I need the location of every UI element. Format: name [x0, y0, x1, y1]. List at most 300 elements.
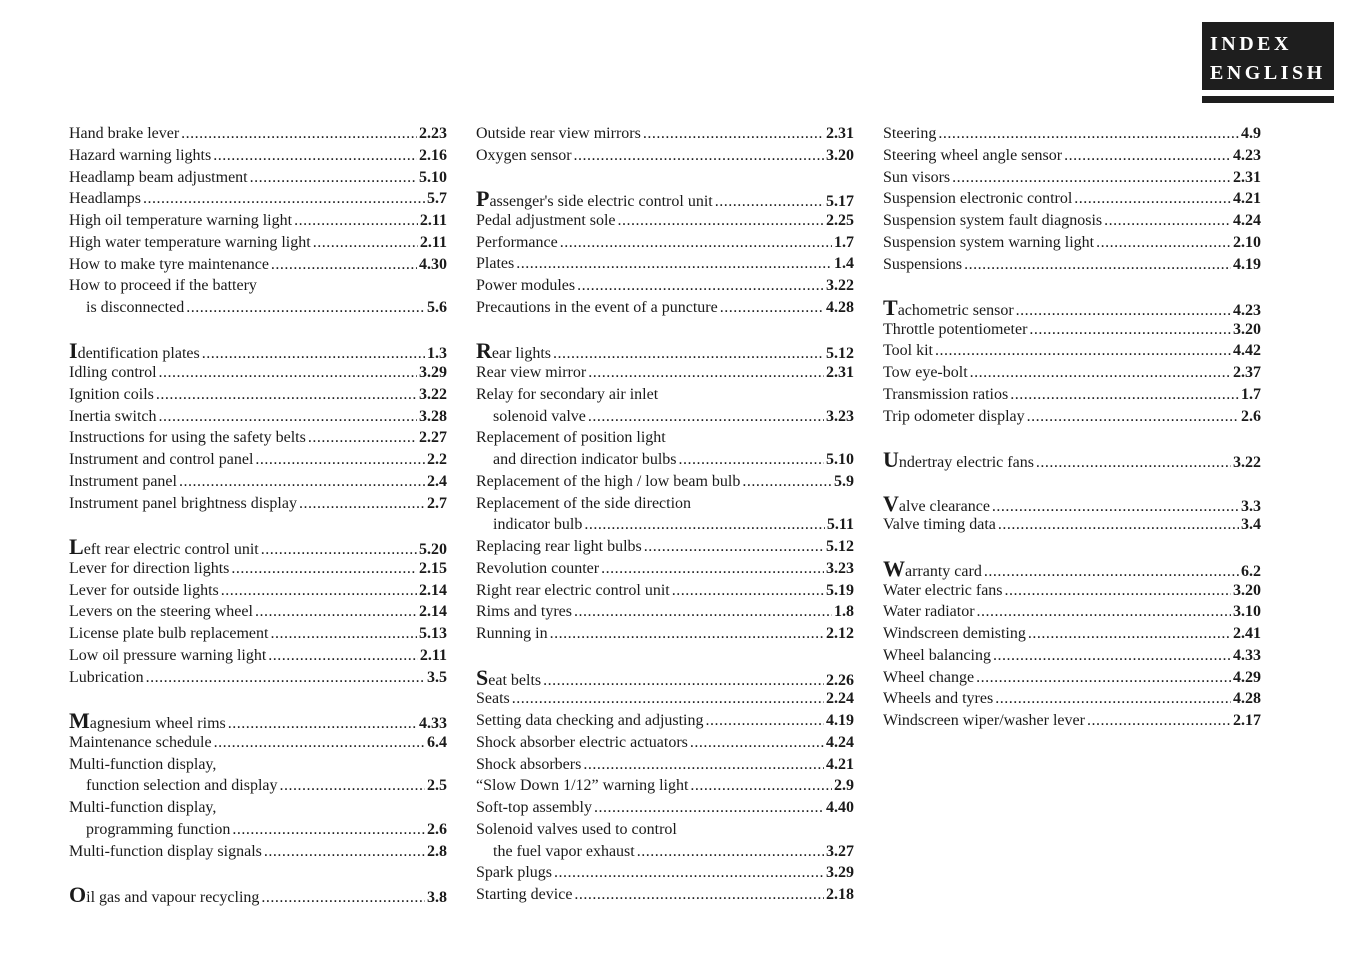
entry-row	[476, 710, 854, 732]
page-number: 5.6	[427, 299, 447, 316]
index-column-2	[476, 123, 854, 928]
dot-leader	[998, 514, 1239, 536]
dot-leader	[179, 471, 425, 493]
index-letter-group	[883, 449, 1261, 471]
page-number: 2.24	[826, 690, 854, 708]
index-entry	[69, 558, 447, 580]
entry-row	[69, 580, 447, 602]
entry-row	[69, 340, 447, 362]
tab-language: ENGLISH	[1210, 62, 1326, 84]
entry-row	[69, 427, 447, 449]
dot-leader	[1010, 384, 1239, 406]
dot-leader	[232, 819, 425, 841]
entry-text: Valve timing data	[883, 516, 996, 534]
index-entry	[476, 536, 854, 558]
index-entry	[69, 536, 447, 558]
entry-continuation-text: and direction indicator bulbs	[493, 451, 677, 469]
page-number: 2.14	[419, 581, 447, 599]
index-entry	[883, 645, 1261, 667]
page-number: 4.33	[1233, 646, 1261, 664]
index-entry	[883, 145, 1261, 167]
entry-row	[883, 490, 1261, 516]
entry-row	[883, 555, 1261, 581]
entry-text-rest: alve clearance	[898, 497, 990, 515]
index-letter-group	[69, 340, 447, 514]
entry-text: Ignition coils	[69, 385, 154, 403]
entry-text: Instrument and control panel	[69, 451, 254, 469]
entry-row	[476, 123, 854, 145]
page-number: 2.6	[1241, 407, 1261, 425]
entry-text: Rims and tyres	[476, 603, 572, 621]
entry-row	[883, 294, 1261, 320]
entry-text-rest: eat belts	[488, 671, 542, 689]
entry-row	[476, 471, 854, 493]
entry-row	[883, 232, 1261, 254]
entry-continuation-row	[476, 449, 854, 471]
page-number: 3.20	[1233, 581, 1261, 599]
index-entry	[69, 449, 447, 471]
entry-row	[883, 667, 1261, 689]
entry-text: Multi-function display,	[69, 799, 217, 817]
index-entry	[476, 123, 854, 145]
index-letter-group	[69, 123, 447, 319]
page-number: 2.23	[419, 125, 447, 142]
dot-leader	[255, 601, 417, 623]
page-number: 2.26	[826, 671, 854, 689]
page-number: 2.31	[1233, 168, 1261, 186]
index-entry	[69, 884, 447, 906]
page-number: 3.4	[1241, 516, 1261, 534]
page-number: 4.40	[826, 799, 854, 817]
entry-row	[883, 210, 1261, 232]
index-entry	[476, 664, 854, 690]
entry-row	[476, 797, 854, 819]
entry-text: Suspension electronic control	[883, 190, 1073, 208]
entry-continuation-row	[69, 775, 447, 797]
entry-text: How to proceed if the battery	[69, 277, 257, 295]
entry-text: Instrument panel brightness display	[69, 494, 297, 512]
index-entry	[476, 471, 854, 493]
page-number: 3.29	[826, 864, 854, 882]
entry-row	[476, 210, 854, 232]
entry-text	[69, 884, 259, 909]
index-entry	[883, 688, 1261, 710]
index-entry	[476, 493, 854, 537]
index-letter-group	[69, 536, 447, 688]
entry-row	[69, 493, 447, 515]
dot-leader	[270, 623, 417, 645]
page-number: 3.20	[1233, 320, 1261, 338]
page-number: 2.4	[427, 472, 447, 490]
dot-leader	[706, 710, 825, 732]
entry-text: Water radiator	[883, 603, 975, 621]
entry-text: Idling control	[69, 364, 157, 382]
entry-text-rest: eft rear electric control unit	[83, 541, 259, 559]
index-entry	[476, 688, 854, 710]
entry-row	[883, 710, 1261, 732]
dot-leader	[268, 645, 418, 667]
entry-text: License plate bulb replacement	[69, 625, 269, 643]
dot-leader	[146, 667, 425, 689]
entry-text: Replacement of position light	[476, 429, 666, 447]
entry-text: Right rear electric control unit	[476, 581, 670, 599]
dot-leader	[643, 123, 824, 145]
page-number: 2.37	[1233, 364, 1261, 382]
dot-leader	[672, 580, 824, 602]
page-number: 2.41	[1233, 625, 1261, 642]
entry-row	[883, 362, 1261, 384]
entry-first-line	[476, 427, 854, 449]
entry-text: Shock absorbers	[476, 755, 582, 773]
entry-first-line	[476, 384, 854, 406]
entry-continuation-row	[476, 841, 854, 863]
entry-initial-letter: L	[69, 534, 84, 560]
entry-continuation-row	[476, 406, 854, 428]
page-number: 2.15	[419, 559, 447, 577]
entry-text: Suspensions	[883, 255, 963, 273]
index-entry	[883, 580, 1261, 602]
entry-text: Revolution counter	[476, 559, 600, 577]
entry-text: “Slow Down 1/12” warning light	[476, 777, 689, 795]
dot-leader	[186, 297, 425, 319]
page-number: 4.23	[1233, 146, 1261, 164]
page-number: 5.10	[419, 168, 447, 186]
dot-leader	[550, 623, 824, 645]
dot-leader	[1074, 188, 1231, 210]
entry-row	[476, 340, 854, 362]
entry-row	[69, 145, 447, 167]
index-entry	[476, 145, 854, 167]
entry-text: Shock absorber electric actuators	[476, 733, 688, 751]
entry-row	[69, 123, 447, 145]
dot-leader	[952, 167, 1231, 189]
entry-initial-letter: M	[69, 708, 90, 734]
page-number: 5.11	[826, 516, 854, 534]
page-number: 2.17	[1233, 712, 1261, 729]
entry-row	[69, 884, 447, 906]
index-entry	[476, 580, 854, 602]
index-entry	[883, 362, 1261, 384]
entry-row	[476, 362, 854, 384]
page-number: 3.5	[427, 668, 447, 686]
page-number: 5.12	[826, 345, 854, 363]
index-entry	[883, 490, 1261, 516]
entry-row	[883, 514, 1261, 536]
entry-first-line	[69, 797, 447, 819]
index-entry	[883, 710, 1261, 732]
entry-row	[476, 601, 854, 623]
entry-continuation-text: programming function	[86, 820, 231, 838]
entry-row	[883, 188, 1261, 210]
dot-leader	[1087, 710, 1231, 732]
entry-text: Lever for outside lights	[69, 581, 219, 599]
entry-text: Lever for direction lights	[69, 559, 230, 577]
page-number: 5.19	[826, 581, 854, 599]
entry-text	[883, 449, 1034, 474]
page-number: 5.13	[419, 625, 447, 643]
entry-row	[476, 775, 854, 797]
entry-continuation-text: function selection and display	[86, 777, 278, 795]
entry-text: Oxygen sensor	[476, 146, 572, 164]
entry-text: Instrument panel	[69, 472, 177, 490]
entry-continuation-row	[69, 297, 447, 319]
entry-initial-letter: V	[883, 490, 899, 516]
entry-text: Replacing rear light bulbs	[476, 538, 642, 556]
entry-first-line	[69, 754, 447, 776]
dot-leader	[964, 254, 1231, 276]
dot-leader	[516, 253, 832, 275]
index-entry	[69, 710, 447, 732]
index-entry	[69, 123, 447, 145]
index-entry	[476, 797, 854, 819]
dot-leader	[588, 406, 824, 428]
index-entry	[69, 471, 447, 493]
page-number: 2.11	[419, 212, 447, 229]
index-entry	[476, 232, 854, 254]
entry-row	[476, 754, 854, 776]
dot-leader	[977, 601, 1231, 623]
entry-row	[476, 536, 854, 558]
dot-leader	[159, 406, 417, 428]
dot-leader	[618, 210, 824, 232]
entry-text: Multi-function display,	[69, 755, 217, 773]
index-entry	[883, 555, 1261, 581]
index-entry	[69, 601, 447, 623]
entry-text-rest: dentification plates	[77, 345, 200, 363]
page-number: 3.27	[826, 842, 854, 860]
index-entry	[883, 188, 1261, 210]
page-number: 2.11	[419, 233, 447, 251]
entry-row	[883, 319, 1261, 341]
entry-text: How to make tyre maintenance	[69, 255, 269, 273]
index-entry	[476, 210, 854, 232]
index-entry	[476, 862, 854, 884]
entry-text: Plates	[476, 255, 515, 273]
index-entry	[69, 493, 447, 515]
dot-leader	[261, 887, 425, 909]
index-entry	[883, 449, 1261, 471]
dot-leader	[690, 732, 824, 754]
entry-row	[476, 664, 854, 690]
page-number: 2.16	[419, 146, 447, 164]
entry-text: Instructions for using the safety belts	[69, 429, 306, 447]
dot-leader	[588, 362, 824, 384]
entry-text: Sun visors	[883, 168, 951, 186]
index-entry	[883, 667, 1261, 689]
page-number: 2.31	[826, 364, 854, 382]
entry-text: Tool kit	[883, 342, 933, 360]
entry-initial-letter: U	[883, 447, 899, 473]
entry-text: Power modules	[476, 277, 576, 295]
entry-first-line	[69, 275, 447, 297]
page-number: 1.7	[1241, 385, 1261, 403]
entry-row	[69, 188, 447, 210]
page-number: 1.3	[427, 345, 447, 363]
dot-leader	[594, 797, 824, 819]
entry-text: Headlamps	[69, 190, 141, 208]
dot-leader	[512, 688, 824, 710]
page-number: 3.22	[1233, 454, 1261, 472]
index-entry	[69, 362, 447, 384]
dot-leader	[742, 471, 832, 493]
entry-text-rest: agnesium wheel rims	[89, 715, 226, 733]
entry-row	[883, 449, 1261, 471]
entry-row	[476, 297, 854, 319]
entry-text: Suspension system fault diagnosis	[883, 212, 1103, 229]
dot-leader	[156, 384, 417, 406]
page-number: 4.23	[1233, 301, 1261, 319]
page-number: 5.10	[826, 451, 854, 469]
entry-text: Steering wheel angle sensor	[883, 146, 1063, 164]
page-number: 2.2	[427, 451, 447, 469]
page-number: 3.28	[419, 407, 447, 425]
entry-row	[883, 254, 1261, 276]
entry-text: Setting data checking and adjusting	[476, 712, 704, 730]
index-entry	[69, 254, 447, 276]
entry-continuation-text: the fuel vapor exhaust	[493, 842, 635, 860]
entry-text-rest: ndertray electric fans	[898, 454, 1034, 472]
index-entry	[883, 514, 1261, 536]
index-entry	[69, 232, 447, 254]
entry-text: Lubrication	[69, 668, 144, 686]
dot-leader	[264, 841, 425, 863]
dot-leader	[574, 884, 824, 906]
entry-text: Spark plugs	[476, 864, 552, 882]
page-number: 4.24	[826, 733, 854, 751]
entry-row	[476, 145, 854, 167]
index-entry	[476, 427, 854, 471]
dot-leader	[308, 427, 417, 449]
page-number: 4.19	[1233, 255, 1261, 273]
index-entry	[883, 601, 1261, 623]
index-letter-group	[476, 664, 854, 906]
entry-text: Water electric fans	[883, 581, 1003, 599]
entry-text: High oil temperature warning light	[69, 212, 293, 229]
page-number: 5.20	[419, 541, 447, 559]
entry-row	[883, 623, 1261, 645]
page-number: 3.3	[1241, 497, 1261, 515]
entry-text: Windscreen wiper/washer lever	[883, 712, 1085, 729]
entry-row	[69, 210, 447, 232]
index-entry	[69, 645, 447, 667]
entry-row	[69, 558, 447, 580]
page-number: 4.42	[1233, 342, 1261, 360]
entry-initial-letter: P	[476, 186, 490, 212]
entry-initial-letter: I	[69, 338, 78, 364]
entry-text: Transmission ratios	[883, 385, 1009, 403]
index-entry	[476, 819, 854, 863]
entry-initial-letter: T	[883, 294, 898, 320]
dot-leader	[313, 232, 418, 254]
entry-initial-letter: R	[476, 338, 492, 364]
dot-leader	[213, 145, 417, 167]
entry-row	[883, 645, 1261, 667]
dot-leader	[221, 580, 417, 602]
page-number: 4.28	[826, 298, 854, 316]
entry-row	[69, 449, 447, 471]
page-number: 1.4	[834, 255, 854, 273]
entry-text-rest: achometric sensor	[897, 301, 1014, 319]
page-number: 1.8	[834, 603, 854, 621]
entry-text: Outside rear view mirrors	[476, 125, 641, 142]
index-entry	[69, 145, 447, 167]
dot-leader	[601, 558, 824, 580]
page-number: 2.8	[427, 842, 447, 860]
dot-leader	[181, 123, 417, 145]
entry-row	[476, 580, 854, 602]
entry-row	[476, 253, 854, 275]
entry-text: Hazard warning lights	[69, 146, 212, 164]
entry-text: Precautions in the event of a puncture	[476, 298, 718, 316]
dot-leader	[294, 210, 418, 232]
entry-text: Low oil pressure warning light	[69, 646, 267, 664]
index-entry	[476, 558, 854, 580]
index-column-1	[69, 123, 447, 927]
index-letter-group	[883, 555, 1261, 732]
index-letter-group	[476, 123, 854, 167]
index-entry	[883, 232, 1261, 254]
page-number: 3.20	[826, 146, 854, 164]
page-number: 2.14	[419, 603, 447, 621]
entry-continuation-row	[476, 514, 854, 536]
index-entry	[476, 732, 854, 754]
entry-text: Tow eye-bolt	[883, 364, 968, 382]
dot-leader	[280, 775, 425, 797]
entry-row	[69, 841, 447, 863]
entry-row	[476, 688, 854, 710]
page-number: 5.7	[427, 190, 447, 208]
page-number: 3.8	[427, 889, 447, 906]
dot-leader	[938, 123, 1239, 145]
entry-initial-letter: W	[883, 555, 905, 581]
entry-text: High water temperature warning light	[69, 233, 311, 251]
dot-leader	[1064, 145, 1231, 167]
entry-text: Seats	[476, 690, 510, 708]
index-entry	[69, 580, 447, 602]
index-entry	[476, 362, 854, 384]
entry-row	[883, 340, 1261, 362]
index-entry	[883, 384, 1261, 406]
page-number: 2.6	[427, 820, 447, 838]
index-entry	[69, 841, 447, 863]
index-entry	[69, 623, 447, 645]
entry-text: Replacement of the side direction	[476, 494, 692, 512]
index-entry	[476, 884, 854, 906]
index-entry	[476, 754, 854, 776]
dot-leader	[299, 493, 425, 515]
page-number: 2.12	[826, 625, 854, 643]
page-number: 2.25	[826, 211, 854, 229]
page-number: 1.7	[834, 233, 854, 251]
entry-text: Pedal adjustment sole	[476, 211, 616, 229]
entry-row	[883, 580, 1261, 602]
dot-leader	[1096, 232, 1231, 254]
page-number: 4.21	[1233, 190, 1261, 208]
dot-leader	[574, 601, 832, 623]
tab-title: INDEX	[1210, 33, 1292, 55]
entry-row	[476, 884, 854, 906]
page-number: 5.9	[834, 472, 854, 490]
index-entry	[476, 275, 854, 297]
index-letter-group	[883, 123, 1261, 275]
dot-leader	[159, 362, 417, 384]
entry-row	[883, 688, 1261, 710]
entry-text: Windscreen demisting	[883, 625, 1026, 642]
index-entry	[883, 167, 1261, 189]
entry-text: Replacement of the high / low beam bulb	[476, 472, 741, 490]
entry-row	[476, 232, 854, 254]
index-entry	[883, 210, 1261, 232]
